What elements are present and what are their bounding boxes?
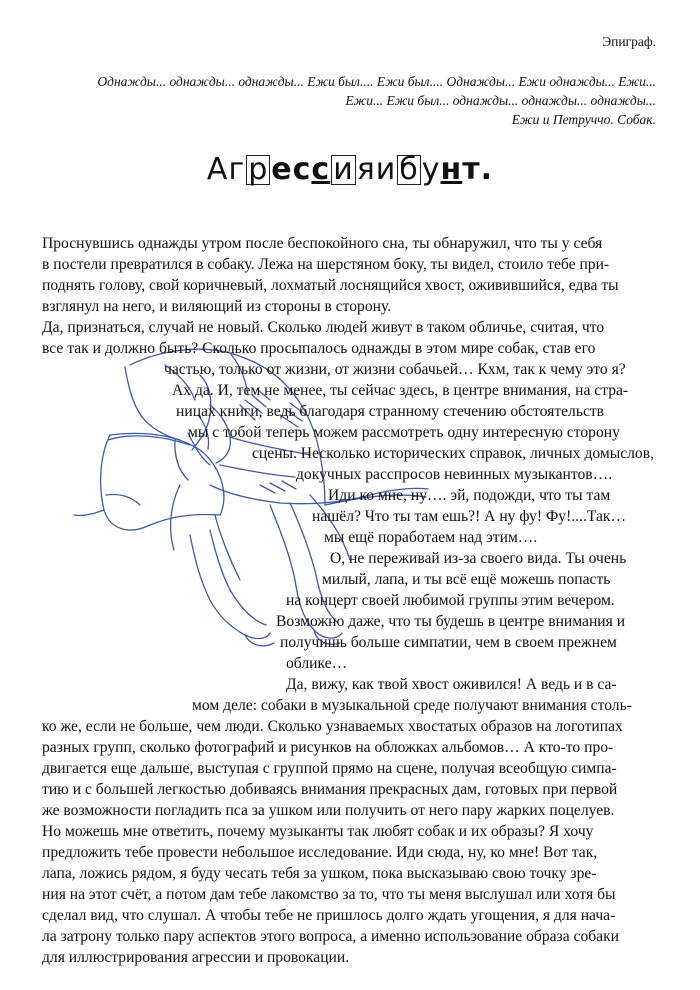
body-line: поднять голову, свой коричневый, лохматый лоснящийся хвост, оживившийся, едва ты [42,277,619,294]
body-line: облике… [286,655,348,672]
body-line: мы ещё поработаем над этим…. [324,529,538,546]
body-line: О, не переживай из-за своего вида. Ты очень [330,550,627,567]
body-line: нашёл? Что ты там ешь?! А ну фу! Фу!....Так… [312,508,627,525]
body-line: лапа, ложись рядом, я буду чесать тебя за ушком, пока высказываю свою точку зре- [42,865,597,882]
title-letter: р [248,152,269,187]
title-letter: . [480,152,494,187]
title-letter: с [292,152,312,187]
body-line: Ах да. И, тем не менее, ты сейчас здесь, в центре внимания, на стра- [172,382,629,399]
title-letter: б [399,152,419,187]
epigraph-label: Эпиграф. [602,34,656,49]
body-line: двигается еще дальше, выступая с группой прямо на сцене, получая всеобщую симпа- [42,760,617,777]
body-line: Да, вижу, как твой хвост оживился! А ведь и в са- [286,676,617,693]
epigraph-line: Однажды... однажды... однажды... Ежи был.... Ежи был.... Однажды... Ежи однажды... Ежи... [97,74,656,89]
title-letter: и [333,152,354,187]
epigraph-line: Ежи и Петруччо. Собак. [511,112,656,127]
title-letter: е [271,152,293,187]
body-line: разных групп, сколько фотографий и рисунков на обложках альбомов… А кто-то про- [42,739,614,756]
title-letter: н [440,152,463,187]
body-line: ницах книги, ведь благодаря странному стечению обстоятельств [176,403,605,420]
body-line: Да, признаться, случай не новый. Сколько людей живут в таком обличье, считая, что [42,319,605,336]
body-line: же возможности погладить пса за ушком или получить от него пару жарких поцелуев. [42,802,615,819]
body-line: мом деле: собаки в музыкальной среде получают внимания столь- [192,697,632,714]
body-line: ла затрону только пару аспектов этого вопроса, а именно использование образа собаки [42,928,620,945]
title-letter: т [462,152,481,187]
body-line: мы с тобой теперь можем рассмотреть одну интересную сторону [188,424,620,441]
body-line: взглянул на него, и виляющий из стороны в сторону. [42,298,392,315]
epigraph-line: Ежи... Ежи был... однажды... однажды... однажды... [345,93,656,108]
body-line: получишь больше симпатии, чем в своем прежнем [280,634,617,651]
body-line: Но можешь мне ответить, почему музыканты так любят собак и их образы? Я хочу [42,823,594,840]
title-letter: г [228,152,246,187]
title-letter: я [356,152,376,187]
body-line: ко же, если не больше, чем люди. Сколько узнаваемых хвостатых образов на логотипах [42,718,623,735]
title-letter: с [311,152,331,187]
body-line: тию и с большей легкостью добиваясь внимания прекрасных дам, готовых при первой [42,781,618,798]
body-line: Возможно даже, что ты будешь в центре внимания и [276,613,626,630]
body-line: в постели превратился в собаку. Лежа на шерстяном боку, ты видел, стоило тебе при- [42,256,610,273]
body-line: частью, только от жизни, от жизни собачьей… Кхм, так к чему это я? [164,361,626,378]
body-line: сделал вид, что слушал. А чтобы тебе не пришлось долго ждать угощения, я для нача- [42,907,616,924]
title-letter: у [421,152,441,187]
body-line: Иди ко мне, ну…. эй, подожди, что ты там [328,487,611,504]
title-letter: и [375,152,397,187]
body-line: ния на этот счёт, а потом дам тебе лакомство за то, что ты меня выслушал или хотя бы [42,886,616,903]
page-title [0,152,700,187]
title-letter: А [206,152,229,187]
body-line: докучных расспросов невинных музыкантов…. [296,466,613,483]
epigraph [60,72,656,129]
body-line: предложить тебе провести небольшое исследование. Иди сюда, ну, ко мне! Вот так, [42,844,598,861]
body-line: сцены. Несколько исторических справок, личных домыслов, [252,445,654,462]
body-line: на концерт своей любимой группы этим вечером. [286,592,615,609]
body-line: милый, лапа, и ты всё ещё можешь попасть [322,571,611,588]
body-line: все так и должно быть? Сколько просыпалось однажды в этом мире собак, став его [42,340,596,357]
body-line: Проснувшись однажды утром после беспокойного сна, ты обнаружил, что ты у себя [42,235,603,252]
body-line: для иллюстрирования агрессии и провокации. [42,949,350,966]
